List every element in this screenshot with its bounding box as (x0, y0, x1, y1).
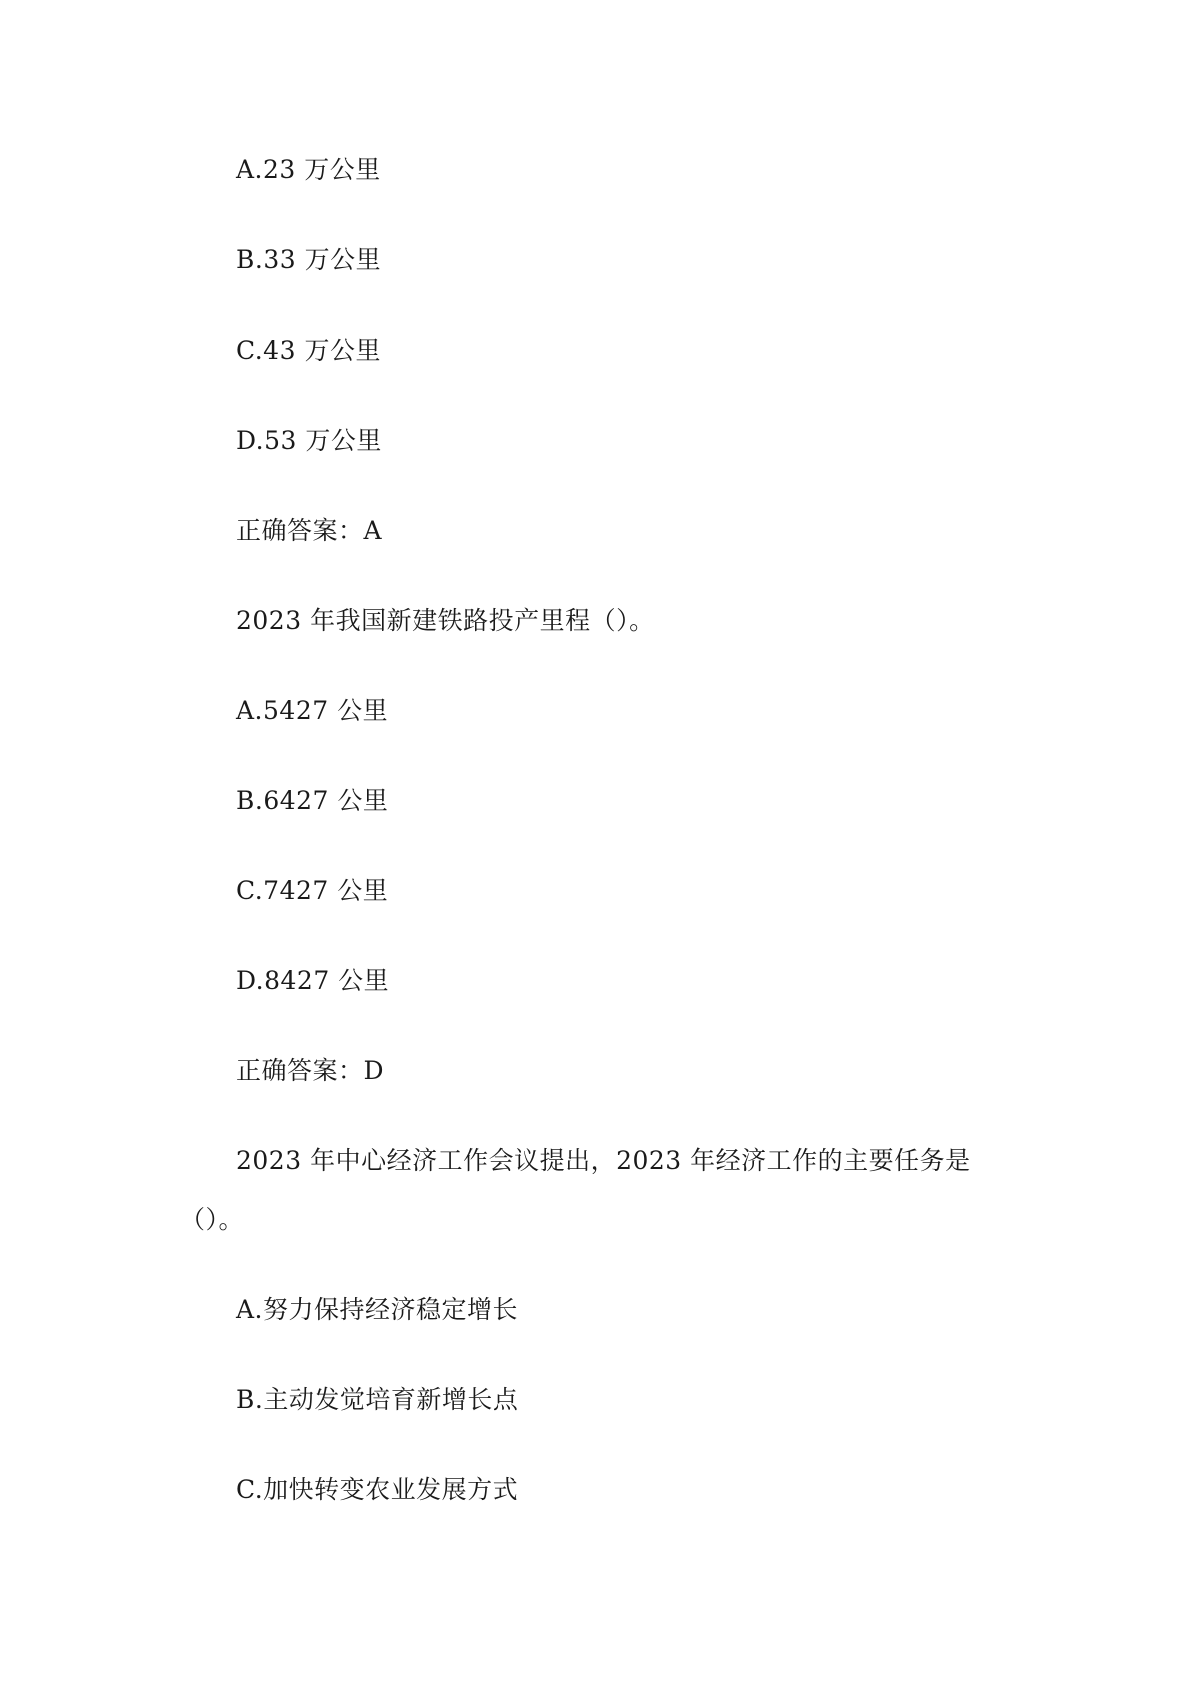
q3-option-b: B.主动发觉培育新增长点 (236, 1385, 519, 1414)
q2-option-a: A.5427 公里 (236, 696, 389, 725)
q3-option-c: C.加快转变农业发展方式 (236, 1475, 519, 1504)
q3-question-line1: 2023 年中心经济工作会议提出，2023 年经济工作的主要任务是 (236, 1146, 971, 1175)
q1-option-b: B.33 万公里 (236, 245, 382, 274)
q3-option-a: A.努力保持经济稳定增长 (236, 1295, 519, 1324)
q2-question: 2023 年我国新建铁路投产里程（）。 (236, 606, 655, 635)
q2-option-c: C.7427 公里 (236, 876, 389, 905)
q1-option-a: A.23 万公里 (236, 155, 381, 184)
q3-question-line2: （）。 (180, 1205, 245, 1234)
q1-answer: 正确答案：A (236, 516, 383, 545)
q1-option-c: C.43 万公里 (236, 336, 381, 365)
q2-option-d: D.8427 公里 (236, 966, 390, 995)
q2-option-b: B.6427 公里 (236, 786, 389, 815)
q1-option-d: D.53 万公里 (236, 426, 382, 455)
q2-answer: 正确答案：D (236, 1056, 385, 1085)
